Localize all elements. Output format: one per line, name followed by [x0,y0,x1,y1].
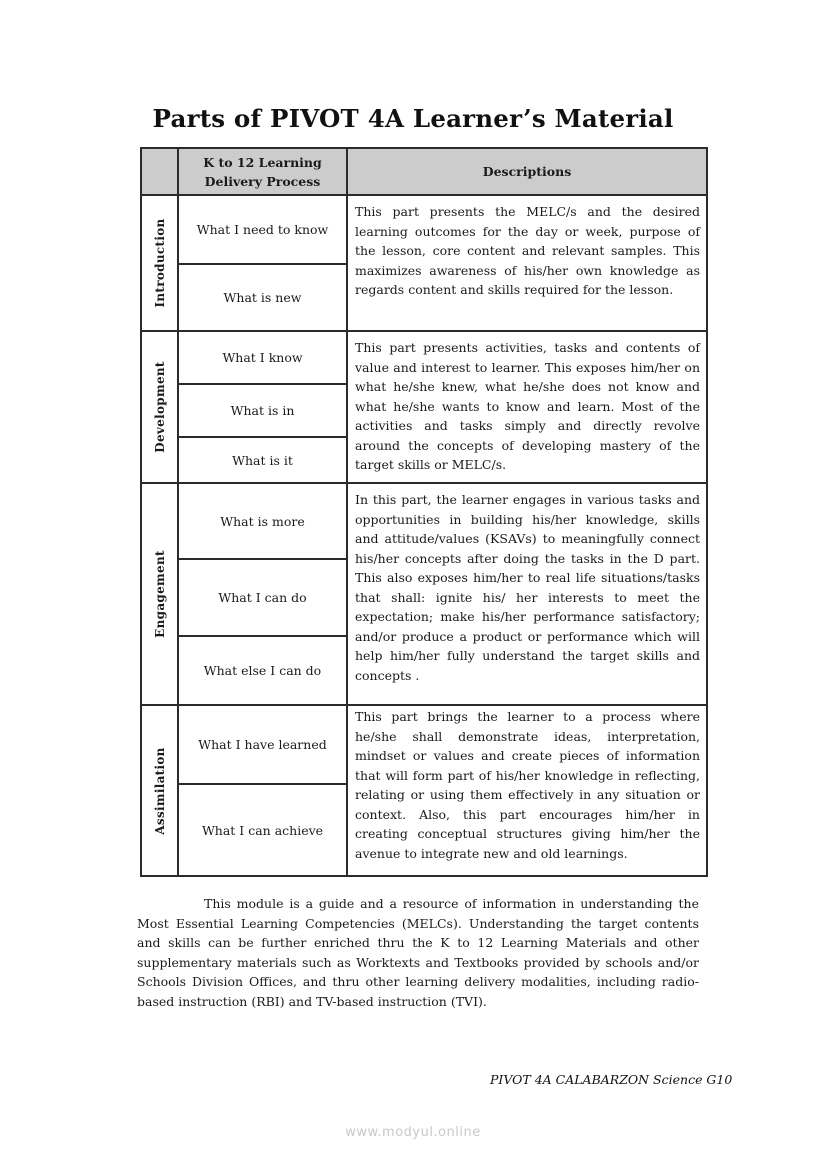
table-row-assimilation [141,705,707,784]
description-cell: This part presents the MELC/s and the desired learning outcomes for the day or week, purpose of the lesson, core content and relevant samples. This maximizes awareness of his/her own knowledge as regards content and skills required for the lesson. [347,195,707,331]
table-row-development [141,331,707,384]
stage-label: Assimilation [152,746,167,835]
description-cell: In this part, the learner engages in various tasks and opportunities in building his/her knowledge, skills and attitude/values (KSAVs) to meaningfully connect his/her concepts after doing the tasks in the D part. This also exposes him/her to real life situations/tasks that shall: ignite his/ her interests to meet the expectation; make his/her performance satisfactory; and/or produce a product or performance which will help him/her fully understand the target skills and concepts . [347,483,707,705]
page-footer: PIVOT 4A CALABARZON Science G10 [490,1072,733,1087]
description-cell: This part brings the learner to a process where he/she shall demonstrate ideas, interpretation, mindset or values and create pieces of information that will form part of his/her knowledge in reflecting, relating or using them effectively in any situation or context. Also, this part encourages him/her in creating conceptual structures giving him/her the avenue to integrate new and old learnings. [347,705,707,876]
watermark: www.modyul.online [345,1125,481,1140]
body-paragraph: This module is a guide and a resource of information in understanding the Most Essential Learning Competencies (MELCs). Understanding the target contents and skills can be further enriched thru the K to 12 Learning Materials and other supplementary materials such as Worktexts and Textbooks provided by schools and/or Schools Division Offices, and thru other learning delivery modalities, including radio-based instruction (RBI) and TV-based instruction (TVI). [137,896,699,1009]
step-cell: What is it [178,437,347,483]
step-cell: What is more [178,483,347,559]
header-descriptions: Descriptions [347,148,707,195]
header-stage [141,148,178,195]
description-cell: This part presents activities, tasks and contents of value and interest to learner. This exposes him/her on what he/she knew, what he/she does not know and what he/she wants to know and learn. Most of the activities and tasks simply and directly revolve around the concepts of developing mastery of the target skills or MELC/s. [347,331,707,483]
stage-cell [141,483,178,705]
table-row-engagement [141,483,707,559]
stage-cell [141,705,178,876]
header-process-label: K to 12 Learning Delivery Process [203,154,322,189]
page-title: Parts of PIVOT 4A Learner’s Material [152,104,674,133]
stage-cell [141,331,178,483]
parts-table [140,147,708,877]
step-cell: What I know [178,331,347,384]
step-cell: What I can achieve [178,784,347,876]
step-cell: What is new [178,264,347,331]
stage-label: Engagement [152,550,167,638]
table-row-introduction [141,195,707,264]
step-cell: What I can do [178,559,347,636]
step-cell: What I need to know [178,195,347,264]
step-cell: What else I can do [178,636,347,705]
stage-cell [141,195,178,331]
table-header-row [141,148,707,195]
stage-label: Introduction [152,218,167,308]
stage-label: Development [152,361,167,453]
step-cell: What I have learned [178,705,347,784]
header-process [178,148,347,195]
step-cell: What is in [178,384,347,437]
